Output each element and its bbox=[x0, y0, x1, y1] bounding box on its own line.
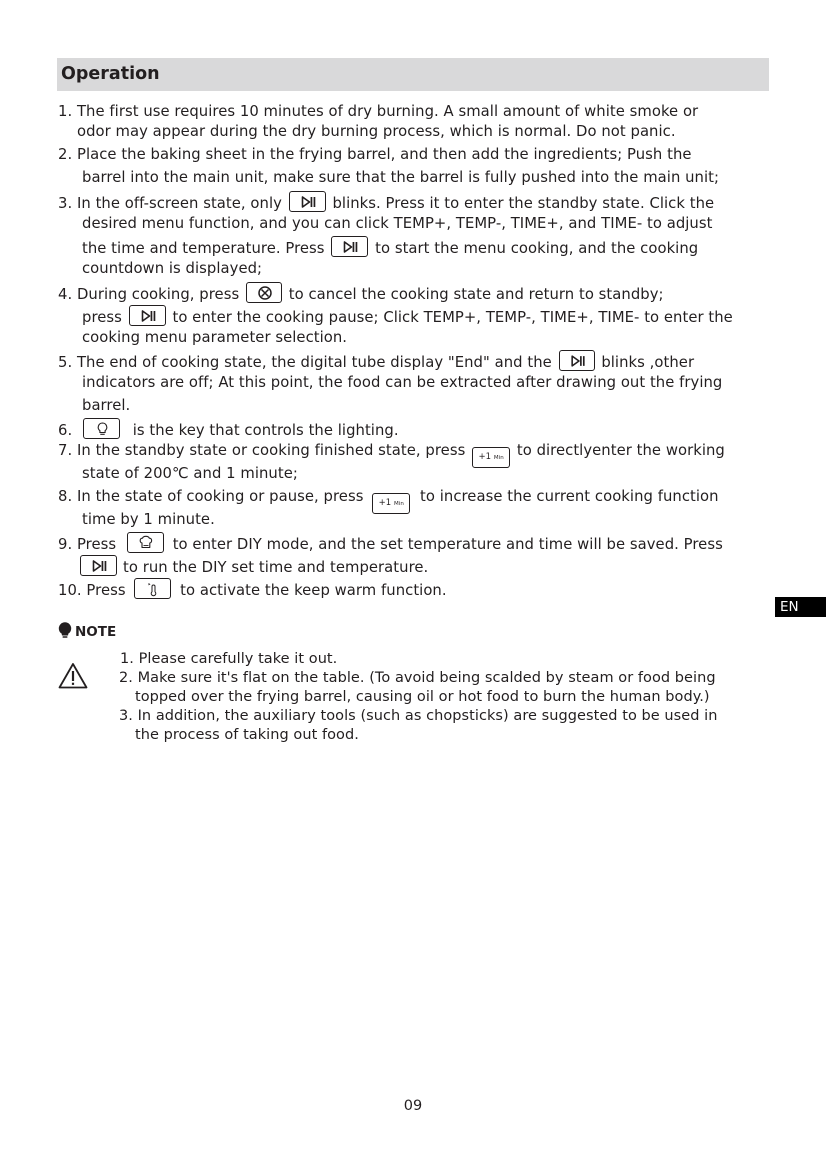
keep-warm-icon bbox=[134, 578, 171, 599]
step-line: barrel. bbox=[82, 397, 131, 414]
note-line: topped over the frying barrel, causing oil or hot food to burn the human body.) bbox=[135, 689, 710, 705]
step-line: 9. Press to enter DIY mode, and the set temperature and time will be saved. Press bbox=[58, 532, 723, 555]
step-line: 8. In the state of cooking or pause, press +1 Min to increase the current cooking function bbox=[58, 487, 719, 514]
step-line: 4. During cooking, press to cancel the cooking state and return to standby; bbox=[58, 282, 664, 305]
step-line: desired menu function, and you can click TEMP+, TEMP-, TIME+, and TIME- to adjust bbox=[82, 215, 713, 232]
step-line: 2. Place the baking sheet in the frying barrel, and then add the ingredients; Push the bbox=[58, 146, 692, 163]
play-pause-icon bbox=[331, 236, 368, 257]
section-header bbox=[57, 58, 769, 91]
play-pause-icon bbox=[80, 555, 117, 576]
page-number: 09 bbox=[403, 1098, 423, 1114]
step-line: state of 200℃ and 1 minute; bbox=[82, 465, 298, 482]
step-line: time by 1 minute. bbox=[82, 511, 215, 528]
play-pause-icon bbox=[289, 191, 326, 212]
chef-hat-icon bbox=[127, 532, 164, 553]
light-bulb-icon bbox=[83, 418, 120, 439]
note-line: the process of taking out food. bbox=[135, 727, 359, 743]
step-line: cooking menu parameter selection. bbox=[82, 329, 348, 346]
step-line: 6. is the key that controls the lighting. bbox=[58, 418, 399, 441]
note-line: 2. Make sure it's flat on the table. (To avoid being scalded by steam or food being bbox=[119, 670, 716, 686]
step-line: press to enter the cooking pause; Click TEMP+, TEMP-, TIME+, TIME- to enter the bbox=[82, 305, 733, 328]
play-pause-icon bbox=[559, 350, 595, 371]
play-pause-icon bbox=[129, 305, 166, 326]
bulb-note-icon bbox=[58, 622, 72, 639]
note-heading: NOTE bbox=[58, 622, 116, 642]
step-line: barrel into the main unit, make sure that the barrel is fully pushed into the main unit; bbox=[82, 169, 720, 186]
section-title: Operation bbox=[61, 64, 160, 84]
plus-one-minute-icon: +1 Min bbox=[372, 493, 410, 514]
step-line: odor may appear during the dry burning process, which is normal. Do not panic. bbox=[77, 123, 676, 140]
step-line: the time and temperature. Press to start the menu cooking, and the cooking bbox=[82, 236, 698, 259]
note-line: 1. Please carefully take it out. bbox=[120, 651, 338, 667]
plus-one-minute-icon: +1 Min bbox=[472, 447, 510, 468]
step-line: 10. Press to activate the keep warm function. bbox=[58, 578, 447, 601]
note-line: 3. In addition, the auxiliary tools (such as chopsticks) are suggested to be used in bbox=[119, 708, 718, 724]
step-line: 1. The first use requires 10 minutes of dry burning. A small amount of white smoke or bbox=[58, 103, 699, 120]
warning-triangle-icon bbox=[58, 662, 88, 693]
step-line: to run the DIY set time and temperature. bbox=[78, 555, 428, 578]
step-line: 5. The end of cooking state, the digital tube display "End" and the blinks ,other bbox=[58, 350, 694, 373]
step-line: 7. In the standby state or cooking finished state, press +1 Min to directlyenter the working bbox=[58, 441, 725, 468]
step-line: indicators are off; At this point, the food can be extracted after drawing out the frying bbox=[82, 374, 723, 391]
cancel-icon bbox=[246, 282, 282, 303]
language-tab: EN bbox=[775, 597, 826, 617]
step-line: countdown is displayed; bbox=[82, 260, 263, 277]
step-line: 3. In the off-screen state, only blinks. Press it to enter the standby state. Click the bbox=[58, 191, 714, 214]
